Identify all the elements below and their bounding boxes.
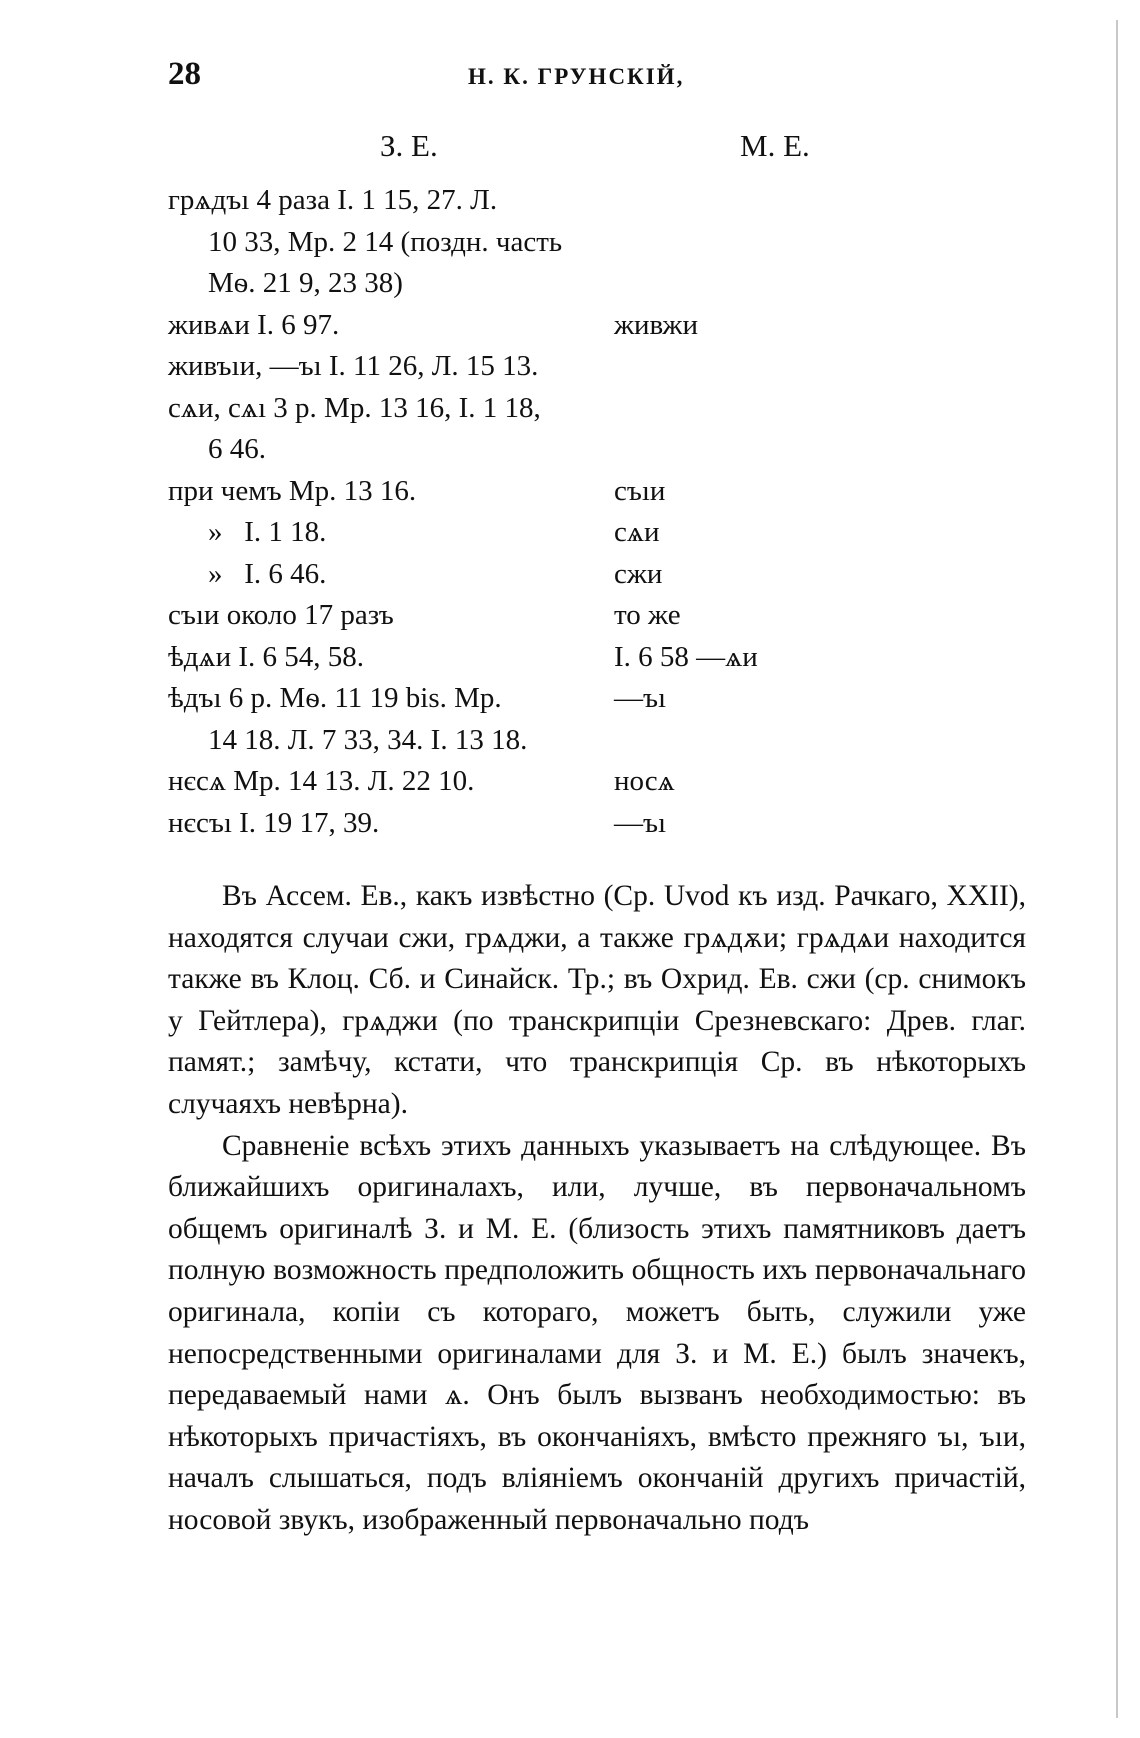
paragraph: Въ Ассем. Ев., какъ извѣстно (Ср. Uvod къ изд. Рачкаго, XXII), находятся случаи сжи, грѧджи, а также грѧдѫи; грѧдѧи находится также въ Клоц. Сб. и Синайск. Тр.; въ Охрид. Ев. сжи (ср. снимокъ у Гейтлера), грѧджи (по транскрипціи Срезневскаго: Древ. глаг. памят.; замѣчу, кстати, что транскрипція Ср. въ нѣкоторыхъ случаяхъ невѣрна). <box>168 880 1026 1120</box>
me-cell: сжи <box>614 557 663 590</box>
table-row <box>168 637 1028 679</box>
ze-cell: съıи около 17 разъ <box>168 599 394 631</box>
me-cell: —ъı <box>614 806 667 839</box>
comparison-table <box>168 180 1028 844</box>
column-heading-ze: З. Е. <box>380 128 438 163</box>
table-row <box>168 346 1028 388</box>
table-row <box>168 429 1028 471</box>
table-row <box>168 512 1028 554</box>
table-row <box>168 263 1028 305</box>
page-header <box>168 56 1028 106</box>
me-cell: то же <box>614 599 681 631</box>
table-row <box>168 305 1028 347</box>
ze-cell: грѧдъı 4 раза І. 1 15, 27. Л. <box>168 184 498 216</box>
column-heading-me: М. Е. <box>740 128 810 163</box>
me-cell: носѧ <box>614 765 675 797</box>
ze-cell: ѣдъı 6 р. Мѳ. 11 19 bis. Мр. <box>168 682 502 714</box>
me-cell: съıи <box>614 474 666 507</box>
ze-cell: » І. 6 46. <box>208 557 327 590</box>
ze-cell: ѣдѧи І. 6 54, 58. <box>168 640 365 673</box>
ze-cell: нєсѧ Мр. 14 13. Л. 22 10. <box>168 765 475 797</box>
table-row <box>168 554 1028 596</box>
page-number: 28 <box>168 56 201 92</box>
ze-cell: Мѳ. 21 9, 23 38) <box>208 267 403 299</box>
me-cell: І. 6 58 —ѧи <box>614 640 758 673</box>
table-row <box>168 222 1028 264</box>
running-title: Н. К. ГРУНСКІЙ, <box>468 64 685 89</box>
ze-cell: сѧи, сѧı 3 р. Мр. 13 16, І. 1 18, <box>168 391 541 424</box>
table-row <box>168 761 1028 803</box>
me-cell: сѧи <box>614 516 660 548</box>
paragraph: Сравненіе всѣхъ этихъ данныхъ указываетъ на слѣдующее. Въ ближайшихъ оригиналахъ, или, лучше, въ первоначальномъ общемъ оригиналѣ З. и М. Е. (близость этихъ памятниковъ даетъ полную возможность предположить общность ихъ первоначальнаго оригинала, копіи съ котораго, можетъ быть, служили уже непосредственными оригиналами для З. и М. Е.) былъ значекъ, передаваемый нами ѧ. Онъ былъ вызванъ необходимостью: въ нѣкоторыхъ причастіяхъ, въ окончаніяхъ, вмѣсто прежняго ъı, ъıи, началъ слышаться, подъ вліяніемъ окончаній другихъ причастій, носовой звукъ, изображенный первоначально подъ <box>168 1129 1026 1536</box>
me-cell: живжи <box>614 308 698 341</box>
ze-cell: » І. 1 18. <box>208 516 327 548</box>
table-row <box>168 720 1028 762</box>
ze-cell: нєсъı І. 19 17, 39. <box>168 806 380 839</box>
ze-cell: живѧи І. 6 97. <box>168 308 340 341</box>
table-row <box>168 595 1028 637</box>
ze-cell: живъıи, —ъı І. 11 26, Л. 15 13. <box>168 350 539 382</box>
table-row <box>168 388 1028 430</box>
ze-cell: 10 33, Мр. 2 14 (поздн. часть <box>208 225 563 258</box>
ze-cell: 14 18. Л. 7 33, 34. І. 13 18. <box>208 723 528 756</box>
body-text <box>168 876 1026 1542</box>
table-row <box>168 471 1028 513</box>
table-row <box>168 803 1028 845</box>
ze-cell: 6 46. <box>208 433 266 465</box>
table-row <box>168 678 1028 720</box>
table-row <box>168 180 1028 222</box>
me-cell: —ъı <box>614 682 667 714</box>
ze-cell: при чемъ Мр. 13 16. <box>168 474 417 507</box>
page-edge-line <box>1116 20 1118 1718</box>
